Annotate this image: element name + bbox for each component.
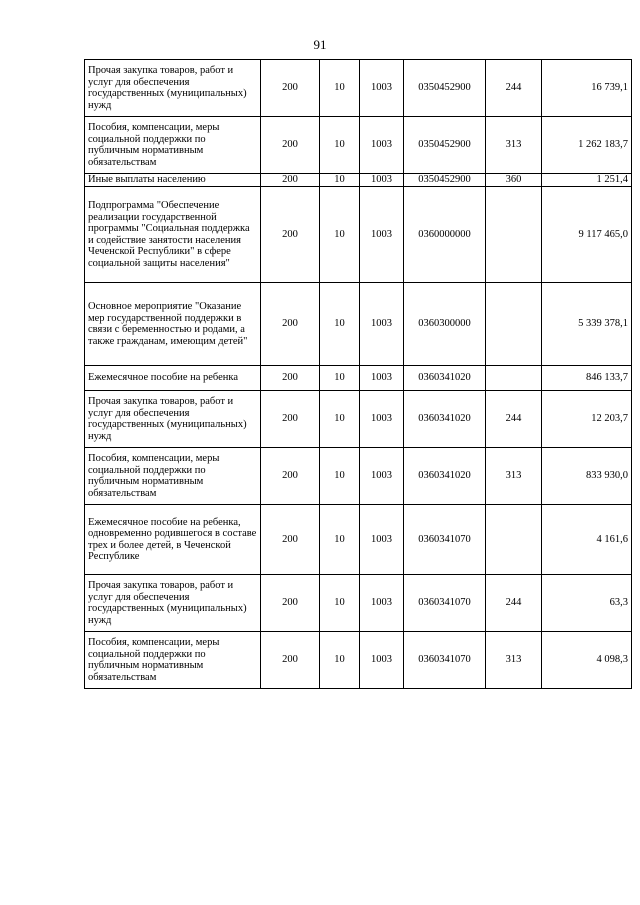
row-code-a-cell: 200 bbox=[261, 632, 320, 689]
row-name-cell: Прочая закупка товаров, работ и услуг для обеспечения государственных (муниципальных) нужд bbox=[85, 391, 261, 448]
row-amount-cell: 5 339 378,1 bbox=[542, 283, 632, 366]
table-row bbox=[85, 448, 632, 505]
table-row bbox=[85, 174, 632, 187]
row-code-a-cell: 200 bbox=[261, 505, 320, 575]
row-name-cell: Пособия, компенсации, меры социальной поддержки по публичным нормативным обязательствам bbox=[85, 117, 261, 174]
budget-table-body bbox=[85, 60, 632, 689]
table-row bbox=[85, 187, 632, 283]
row-code-a-cell: 200 bbox=[261, 391, 320, 448]
row-subsection-cell: 1003 bbox=[360, 60, 404, 117]
table-row bbox=[85, 632, 632, 689]
row-amount-cell: 16 739,1 bbox=[542, 60, 632, 117]
row-code-a-cell: 200 bbox=[261, 60, 320, 117]
row-amount-cell: 846 133,7 bbox=[542, 366, 632, 391]
row-name-cell: Пособия, компенсации, меры социальной поддержки по публичным нормативным обязательствам bbox=[85, 448, 261, 505]
row-code-a-cell: 200 bbox=[261, 187, 320, 283]
row-name-cell: Прочая закупка товаров, работ и услуг для обеспечения государственных (муниципальных) нужд bbox=[85, 575, 261, 632]
row-target-article-cell: 0360341070 bbox=[404, 632, 486, 689]
row-subsection-cell: 1003 bbox=[360, 505, 404, 575]
row-expense-type-cell bbox=[486, 366, 542, 391]
row-section-cell: 10 bbox=[320, 448, 360, 505]
row-code-a-cell: 200 bbox=[261, 448, 320, 505]
table-row bbox=[85, 366, 632, 391]
table-row bbox=[85, 283, 632, 366]
row-subsection-cell: 1003 bbox=[360, 448, 404, 505]
row-subsection-cell: 1003 bbox=[360, 575, 404, 632]
row-code-a-cell: 200 bbox=[261, 366, 320, 391]
row-expense-type-cell: 244 bbox=[486, 575, 542, 632]
row-subsection-cell: 1003 bbox=[360, 283, 404, 366]
row-expense-type-cell: 313 bbox=[486, 632, 542, 689]
row-target-article-cell: 0360300000 bbox=[404, 283, 486, 366]
row-amount-cell: 4 161,6 bbox=[542, 505, 632, 575]
table-row bbox=[85, 505, 632, 575]
row-name-cell: Прочая закупка товаров, работ и услуг для обеспечения государственных (муниципальных) нужд bbox=[85, 60, 261, 117]
row-expense-type-cell: 244 bbox=[486, 391, 542, 448]
table-row bbox=[85, 575, 632, 632]
table-row bbox=[85, 60, 632, 117]
row-subsection-cell: 1003 bbox=[360, 174, 404, 187]
row-code-a-cell: 200 bbox=[261, 283, 320, 366]
row-subsection-cell: 1003 bbox=[360, 366, 404, 391]
row-target-article-cell: 0360000000 bbox=[404, 187, 486, 283]
row-subsection-cell: 1003 bbox=[360, 187, 404, 283]
row-section-cell: 10 bbox=[320, 283, 360, 366]
row-name-cell: Иные выплаты населению bbox=[85, 174, 261, 187]
table-row bbox=[85, 117, 632, 174]
row-code-a-cell: 200 bbox=[261, 575, 320, 632]
row-expense-type-cell: 244 bbox=[486, 60, 542, 117]
row-target-article-cell: 0350452900 bbox=[404, 60, 486, 117]
row-amount-cell: 4 098,3 bbox=[542, 632, 632, 689]
row-target-article-cell: 0360341020 bbox=[404, 366, 486, 391]
row-name-cell: Пособия, компенсации, меры социальной поддержки по публичным нормативным обязательствам bbox=[85, 632, 261, 689]
row-expense-type-cell bbox=[486, 283, 542, 366]
row-amount-cell: 63,3 bbox=[542, 575, 632, 632]
row-subsection-cell: 1003 bbox=[360, 632, 404, 689]
row-section-cell: 10 bbox=[320, 632, 360, 689]
row-amount-cell: 833 930,0 bbox=[542, 448, 632, 505]
row-expense-type-cell bbox=[486, 187, 542, 283]
row-expense-type-cell: 313 bbox=[486, 448, 542, 505]
row-section-cell: 10 bbox=[320, 60, 360, 117]
row-expense-type-cell: 360 bbox=[486, 174, 542, 187]
row-section-cell: 10 bbox=[320, 505, 360, 575]
row-code-a-cell: 200 bbox=[261, 117, 320, 174]
page-number: 91 bbox=[313, 37, 327, 52]
row-expense-type-cell: 313 bbox=[486, 117, 542, 174]
row-target-article-cell: 0360341070 bbox=[404, 505, 486, 575]
table-row bbox=[85, 391, 632, 448]
row-section-cell: 10 bbox=[320, 366, 360, 391]
row-name-cell: Ежемесячное пособие на ребенка, одновременно родившегося в составе трех и более детей, в Чеченской Республике bbox=[85, 505, 261, 575]
row-subsection-cell: 1003 bbox=[360, 391, 404, 448]
row-subsection-cell: 1003 bbox=[360, 117, 404, 174]
row-target-article-cell: 0350452900 bbox=[404, 117, 486, 174]
row-section-cell: 10 bbox=[320, 391, 360, 448]
row-amount-cell: 9 117 465,0 bbox=[542, 187, 632, 283]
row-amount-cell: 1 251,4 bbox=[542, 174, 632, 187]
row-amount-cell: 12 203,7 bbox=[542, 391, 632, 448]
row-target-article-cell: 0350452900 bbox=[404, 174, 486, 187]
row-name-cell: Ежемесячное пособие на ребенка bbox=[85, 366, 261, 391]
row-section-cell: 10 bbox=[320, 174, 360, 187]
row-target-article-cell: 0360341070 bbox=[404, 575, 486, 632]
row-code-a-cell: 200 bbox=[261, 174, 320, 187]
budget-table bbox=[84, 59, 632, 689]
row-amount-cell: 1 262 183,7 bbox=[542, 117, 632, 174]
row-expense-type-cell bbox=[486, 505, 542, 575]
row-target-article-cell: 0360341020 bbox=[404, 448, 486, 505]
row-name-cell: Основное мероприятие "Оказание мер государственной поддержки в связи с беременностью и родами, а также гражданам, имеющим детей" bbox=[85, 283, 261, 366]
row-section-cell: 10 bbox=[320, 117, 360, 174]
row-section-cell: 10 bbox=[320, 575, 360, 632]
row-section-cell: 10 bbox=[320, 187, 360, 283]
row-name-cell: Подпрограмма "Обеспечение реализации государственной программы "Социальная поддержка и содействие занятости населения Чеченской Республики" в сфере социальной защиты населения" bbox=[85, 187, 261, 283]
row-target-article-cell: 0360341020 bbox=[404, 391, 486, 448]
